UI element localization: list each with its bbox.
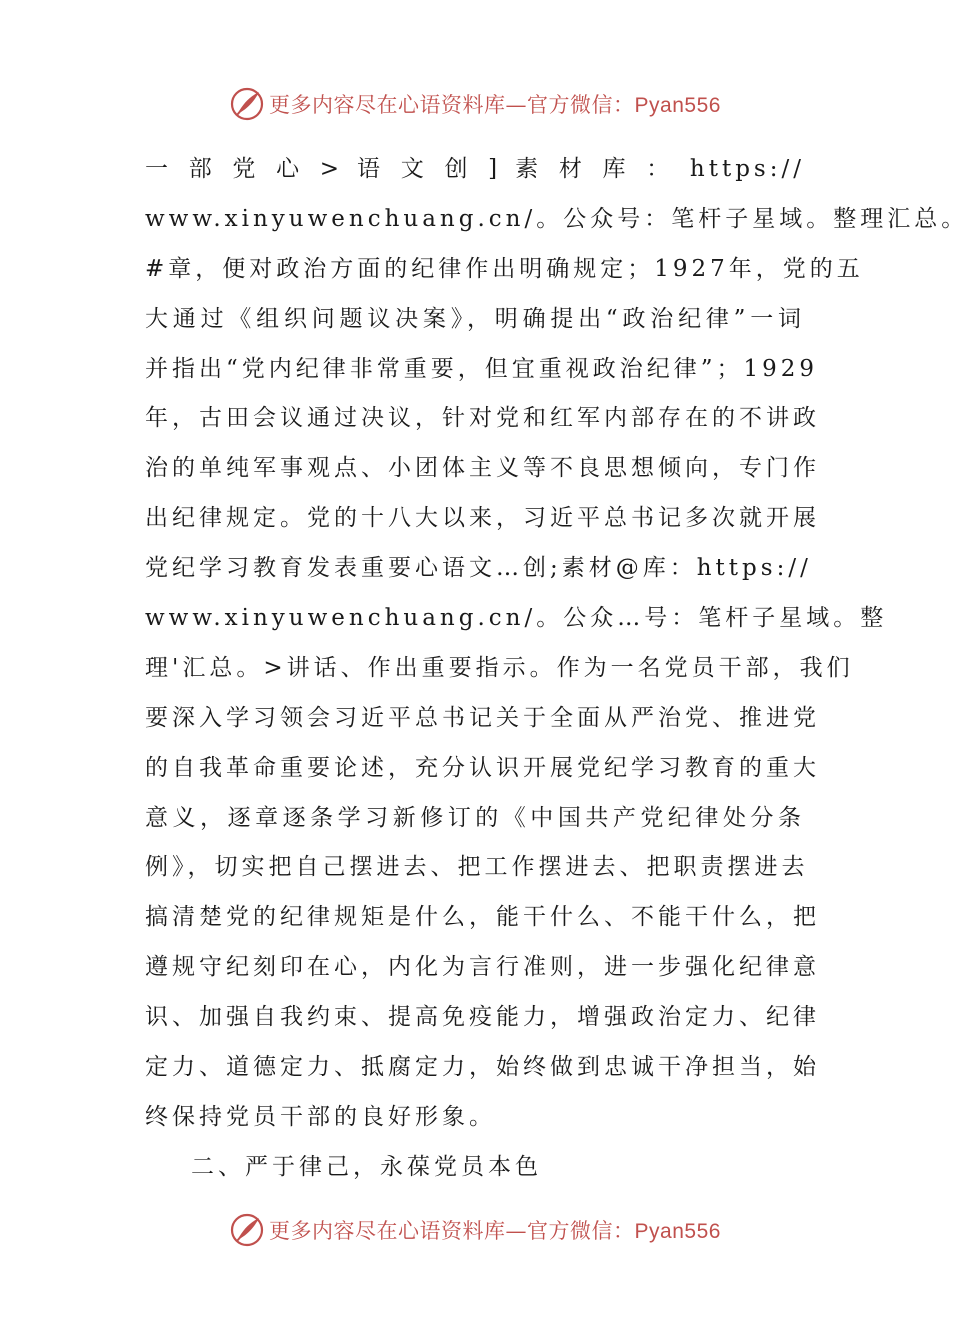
- text-line: 治的单纯军事观点、小团体主义等不良思想倾向，专门作: [145, 455, 820, 482]
- text-line: 的自我革命重要论述，充分认识开展党纪学习教育的重大: [145, 754, 820, 781]
- text-line: 理'汇总。>讲话、作出重要指示。作为一名党员干部，我们: [145, 654, 854, 681]
- text-line: 终保持党员干部的良好形象。: [145, 1103, 496, 1130]
- wechat-id: Pyan556: [634, 94, 721, 117]
- text-line: www.xinyuwenchuang.cn/。公众号：笔杆子星域。整理汇总。: [145, 205, 968, 232]
- text-line: #章，便对政治方面的纪律作出明确规定；1927年，党的五: [145, 255, 864, 282]
- text-line: 大通过《组织问题议决案》，明确提出“政治纪律”一词: [145, 305, 805, 332]
- text-line: 年，古田会议通过决议，针对党和红军内部存在的不讲政: [145, 405, 820, 432]
- text-line: 定力、道德定力、抵腐定力，始终做到忠诚干净担当，始: [145, 1054, 820, 1081]
- text-line: 党纪学习教育发表重要心语文…创;素材@库：https://: [145, 555, 812, 582]
- section-heading: 二、严于律己，永葆党员本色: [191, 1153, 542, 1180]
- text-line: 识、加强自我约束、提高免疫能力，增强政治定力、纪律: [145, 1004, 820, 1031]
- wechat-id: Pyan556: [634, 1220, 721, 1243]
- text-line: 例》，切实把自己摆进去、把工作摆进去、把职责摆进去: [145, 854, 809, 881]
- header-banner: [0, 84, 950, 124]
- text-line: 一 部 党 心 > 语 文 创 ] 素 材 库 ： https://: [145, 156, 805, 182]
- text-line: 要深入学习领会习近平总书记关于全面从严治党、推进党: [145, 704, 820, 731]
- banner-text: 更多内容尽在心语资料库—官方微信：Pyan556: [269, 1219, 721, 1243]
- banner-text: 更多内容尽在心语资料库—官方微信：Pyan556: [269, 93, 721, 117]
- text-line: 意义，逐章逐条学习新修订的《中国共产党纪律处分条: [145, 804, 805, 831]
- text-line: 出纪律规定。党的十八大以来，习近平总书记多次就开展: [145, 505, 820, 532]
- footer-banner: [0, 1210, 950, 1250]
- quill-logo-icon: [229, 86, 265, 122]
- text-line: 遵规守纪刻印在心，内化为言行准则，进一步强化纪律意: [145, 954, 820, 981]
- text-line: www.xinyuwenchuang.cn/。公众…号：笔杆子星域。整: [145, 605, 888, 632]
- quill-logo-icon: [229, 1212, 265, 1248]
- document-body: [145, 145, 968, 1193]
- text-line: 搞清楚党的纪律规矩是什么，能干什么、不能干什么，把: [145, 904, 820, 931]
- text-line: 并指出“党内纪律非常重要，但宜重视政治纪律”；1929: [145, 355, 819, 382]
